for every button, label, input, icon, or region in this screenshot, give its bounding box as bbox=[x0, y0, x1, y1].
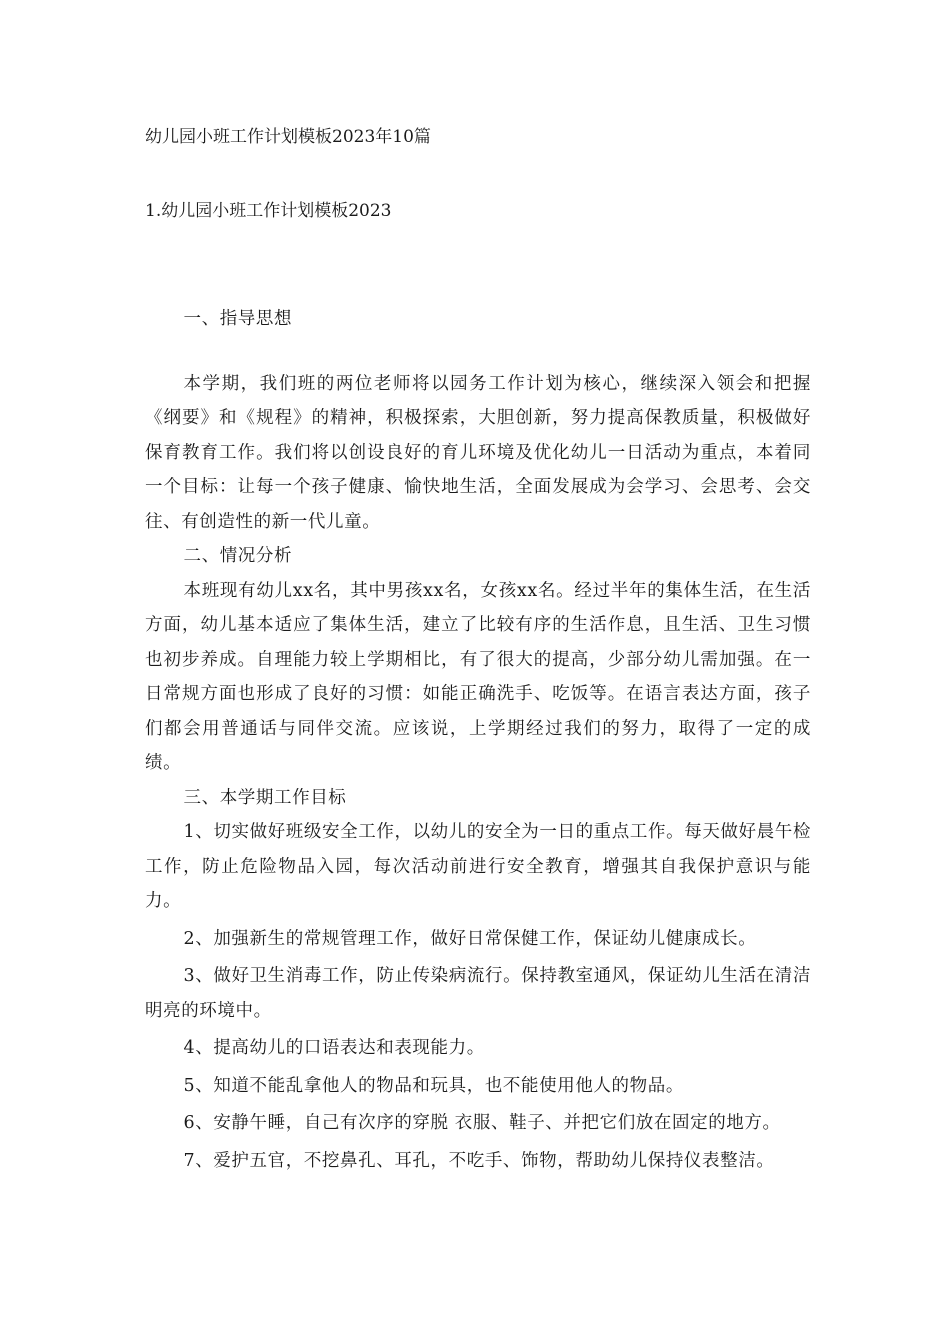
document-title: 幼儿园小班工作计划模板2023年10篇 bbox=[145, 127, 431, 147]
goal-item: 2、加强新生的常规管理工作，做好日常保健工作，保证幼儿健康成长。 bbox=[183, 928, 757, 949]
document-subtitle: 1.幼儿园小班工作计划模板2023 bbox=[145, 201, 392, 221]
section-heading-work-goals: 三、本学期工作目标 bbox=[183, 787, 347, 808]
section-heading-guiding-thought: 一、指导思想 bbox=[183, 309, 293, 329]
document-body bbox=[145, 302, 811, 1178]
goal-item: 3、做好卫生消毒工作，防止传染病流行。保持教室通风，保证幼儿生活在清洁明亮的环境中。 bbox=[145, 966, 811, 1021]
goal-item: 1、切实做好班级安全工作，以幼儿的安全为一日的重点工作。每天做好晨午检工作，防止危险物品入园，每次活动前进行安全教育，增强其自我保护意识与能力。 bbox=[145, 822, 811, 911]
goal-item: 5、知道不能乱拿他人的物品和玩具，也不能使用他人的物品。 bbox=[183, 1075, 684, 1096]
goal-item: 6、安静午睡，自己有次序的穿脱 衣服、鞋子、并把它们放在固定的地方。 bbox=[183, 1113, 781, 1133]
goal-item: 4、提高幼儿的口语表达和表现能力。 bbox=[183, 1038, 485, 1058]
goal-item: 7、爱护五官，不挖鼻孔、耳孔，不吃手、饰物，帮助幼儿保持仪表整洁。 bbox=[183, 1150, 775, 1171]
paragraph-situation-analysis: 本班现有幼儿xx名，其中男孩xx名，女孩xx名。经过半年的集体生活，在生活方面，幼儿基本适应了集体生活，建立了比较有序的生活作息，且生活、卫生习惯也初步养成。自理能力较上学期相比，有了很大的提高，少部分幼儿需加强。在一日常规方面也形成了良好的习惯：如能正确洗手、吃饭等。在语言表达方面，孩子们都会用普通话与同伴交流。应该说，上学期经过我们的努力，取得了一定的成绩。 bbox=[145, 580, 811, 773]
paragraph-guiding-thought: 本学期，我们班的两位老师将以园务工作计划为核心，继续深入领会和把握《纲要》和《规程》的精神，积极探索，大胆创新，努力提高保教质量，积极做好保育教育工作。我们将以创设良好的育儿环境及优化幼儿一日活动为重点，本着同一个目标：让每一个孩子健康、愉快地生活，全面发展成为会学习、会思考、会交往、有创造性的新一代儿童。 bbox=[145, 373, 811, 532]
section-heading-situation-analysis: 二、情况分析 bbox=[183, 546, 293, 566]
